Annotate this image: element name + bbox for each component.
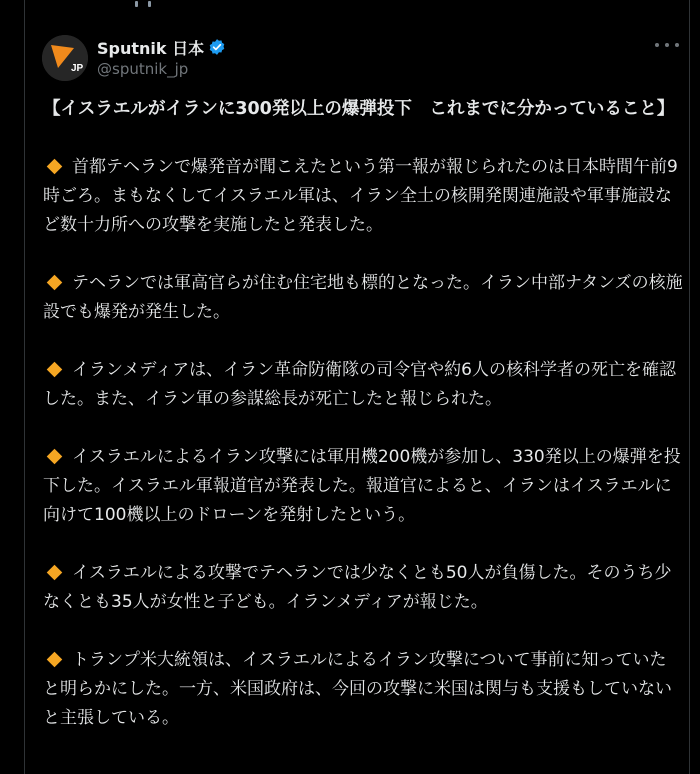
- tweet-paragraph: [43, 443, 683, 530]
- tweet-paragraph: [43, 153, 683, 240]
- avatar-text: JP: [71, 63, 84, 74]
- paragraph-text: トランプ米大統領は、イスラエルによるイラン攻撃について事前に知っていたと明らかにした。一方、米国政府は、今回の攻撃に米国は関与も支援もしていないと主張している。: [43, 650, 672, 728]
- tweet-headline: 【イスラエルがイランに300発以上の爆弾投下 これまでに分かっていること】: [43, 99, 675, 119]
- more-options-icon[interactable]: [655, 35, 679, 55]
- orange-diamond-icon: [47, 275, 63, 291]
- paragraph-text: イスラエルによるイラン攻撃には軍用機200機が参加し、330発以上の爆弾を投下した。イスラエル軍報道官が発表した。報道官によると、イランはイスラエルに向けて100機以上のドローンを発射したという。: [43, 447, 681, 525]
- timeline-column: [24, 0, 690, 774]
- paragraph-text: イスラエルによる攻撃でテヘランでは少なくとも50人が負傷した。そのうち少なくとも35人が女性と子ども。イランメディアが報じた。: [43, 563, 672, 612]
- tweet-paragraph: [43, 646, 683, 733]
- avatar[interactable]: [42, 35, 88, 81]
- tweet-paragraph: [43, 269, 683, 327]
- tweet-paragraph: [43, 356, 683, 414]
- orange-diamond-icon: [47, 652, 63, 668]
- paragraph-text: テヘランでは軍高官らが住む住宅地も標的となった。イラン中部ナタンズの核施設でも爆発が発生した。: [43, 273, 683, 322]
- previous-post-action-icons: [135, 0, 175, 4]
- orange-diamond-icon: [47, 449, 63, 465]
- paragraph-text: 首都テヘランで爆発音が聞こえたという第一報が報じられたのは日本時間午前9時ごろ。まもなくしてイスラエル軍は、イラン全土の核開発関連施設や軍事施設など数十力所への攻撃を実施したと発表した。: [43, 157, 678, 235]
- paragraph-text: イランメディアは、イラン革命防衛隊の司令官や約6人の核科学者の死亡を確認した。また、イラン軍の参謀総長が死亡したと報じられた。: [43, 360, 676, 409]
- orange-diamond-icon: [47, 565, 63, 581]
- orange-diamond-icon: [47, 362, 63, 378]
- orange-diamond-icon: [47, 159, 63, 175]
- author-name-row[interactable]: [97, 36, 226, 58]
- tweet-paragraph: [43, 559, 683, 617]
- verified-badge-icon: [208, 38, 226, 56]
- author-handle[interactable]: @sputnik_jp: [97, 60, 189, 78]
- display-name[interactable]: Sputnik 日本: [97, 38, 205, 58]
- sputnik-logo-icon: [42, 35, 88, 81]
- tweet-text: [43, 95, 683, 762]
